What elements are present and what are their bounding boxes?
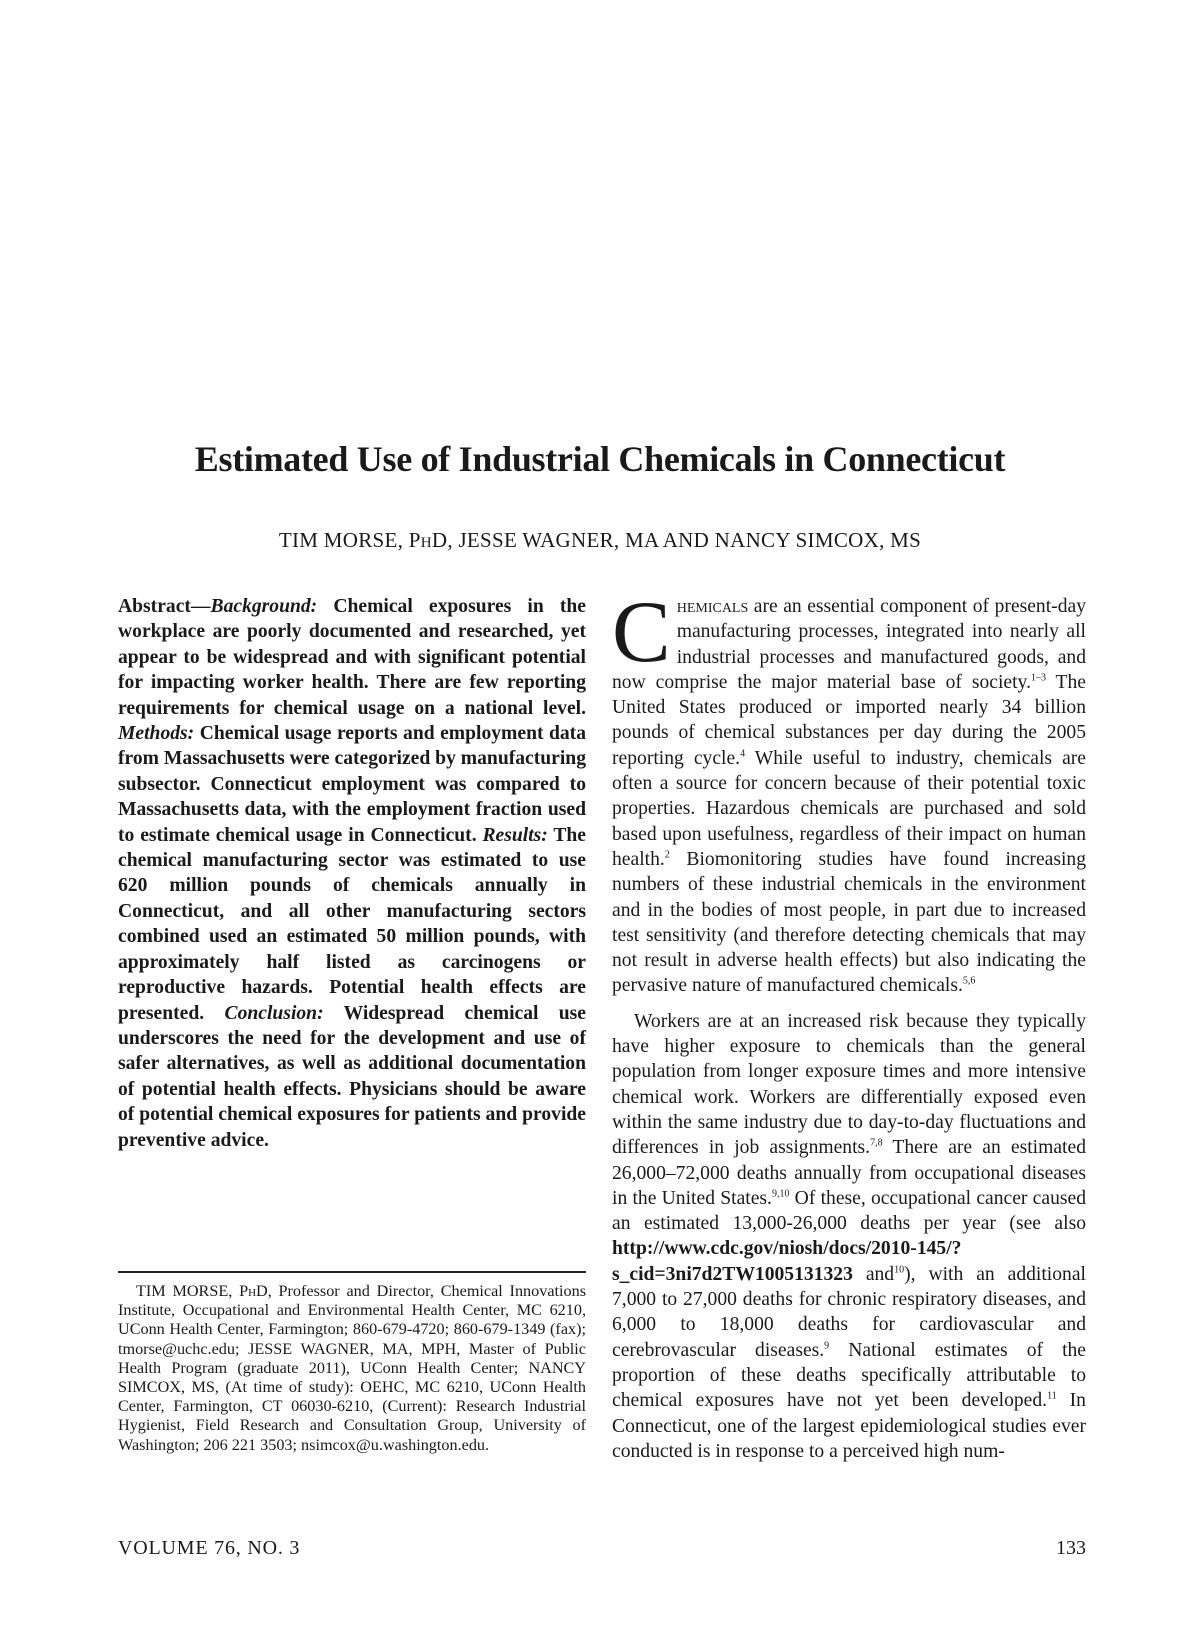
body-text: The United States produced or imported nearly 34 billion pounds of chemical substances per day during the 2005 reporting cycle. bbox=[612, 671, 1086, 769]
conclusion-label: Conclusion: bbox=[224, 1002, 324, 1024]
body-text: Of these, occupational cancer caused an estimated 13,000-26,000 deaths per year (see also bbox=[612, 1187, 1086, 1235]
citation-ref: 4 bbox=[740, 748, 746, 760]
body-text: and bbox=[852, 1263, 895, 1285]
abstract bbox=[118, 594, 586, 1153]
citation-ref: 1–3 bbox=[1030, 672, 1046, 684]
author-names-part2: , JESSE WAGNER, MA AND NANCY SIMCOX, MS bbox=[447, 528, 922, 552]
background-text: Chemical exposures in the workplace are poorly documented and researched, yet appear to be widespread and with significant potential for impacting worker health. There are few reporting requirements for chemical usage on a national level. bbox=[118, 596, 586, 719]
body-paragraph-1 bbox=[612, 584, 1086, 999]
background-label: Background: bbox=[210, 596, 318, 617]
journal-volume: VOLUME 76, NO. 3 bbox=[118, 1537, 301, 1559]
footnote-name: TIM MORSE, bbox=[136, 1282, 240, 1300]
citation-ref: 2 bbox=[664, 849, 670, 861]
methods-text: Chemical usage reports and employment data from Massachusetts were categorized by manufacturing subsector. Connecticut employment was compared to Massachusetts data, with the employment fraction used to estimate chemical usage in Connecticut. bbox=[118, 723, 586, 846]
results-text: The chemical manufacturing sector was estimated to use 620 million pounds of chemicals annually in Connecticut, and all other manufacturing sectors combined used an estimated 50 million pounds, with approximately half listed as carcinogens or reproductive hazards. Potential health effects are presented. bbox=[118, 824, 586, 1024]
conclusion-text: Widespread chemical use underscores the need for the development and use of safer alternatives, as well as additional documentation of potential health effects. Physicians should be aware of potential chemical exposures for patients and provide preventive advice. bbox=[118, 1002, 586, 1151]
author-line bbox=[120, 528, 1080, 553]
right-column bbox=[612, 584, 1087, 1474]
body-text: There are an estimated 26,000–72,000 deaths annually from occupational diseases in the United States. bbox=[612, 1137, 1086, 1209]
drop-cap: C bbox=[612, 584, 671, 681]
body-text: While useful to industry, chemicals are often a source for concern because of their potential toxic properties. Hazardous chemicals are purchased and sold based upon usefulness, regardless of their impact on human health. bbox=[612, 747, 1086, 870]
lead-word: hemicals bbox=[676, 596, 749, 617]
body-text: Workers are at an increased risk because they typically have higher exposure to chemicals than the general population from longer exposure times and more intensive chemical work. Workers are differentially exposed even within the same industry due to day-to-day fluctuations and differences in job assignments. bbox=[612, 1010, 1086, 1159]
footnote-degree: PhD bbox=[239, 1282, 268, 1300]
article-title: Estimated Use of Industrial Chemicals in Connecticut bbox=[194, 439, 1006, 479]
left-column bbox=[118, 594, 586, 1153]
citation-ref: 10 bbox=[894, 1264, 905, 1276]
body-text: ), with an additional 7,000 to 27,000 deaths for chronic respiratory diseases, and 6,000 to 18,000 deaths for cardiovascular and cerebrovascular diseases. bbox=[612, 1263, 1086, 1361]
body-text: are an essential component of present-day manufacturing processes, integrated into nearly all industrial processes and manufactured goods, and now comprise the major material base of society. bbox=[612, 596, 1086, 693]
abstract-label: Abstract— bbox=[118, 596, 211, 617]
author-names-part1: TIM MORSE, bbox=[278, 528, 409, 552]
body-paragraph-2 bbox=[612, 1009, 1086, 1464]
page-number: 133 bbox=[1056, 1537, 1086, 1559]
author-affiliations-footnote bbox=[118, 1282, 586, 1455]
body-text: In Connecticut, one of the largest epidemiological studies ever conducted is in response to a perceived high num- bbox=[612, 1390, 1086, 1462]
methods-label: Methods: bbox=[118, 723, 195, 745]
body-text: National estimates of the proportion of these deaths specifically attributable to chemical exposures have not yet been developed. bbox=[612, 1339, 1087, 1412]
citation-ref: 5,6 bbox=[962, 975, 976, 987]
citation-ref: 9,10 bbox=[771, 1188, 790, 1200]
footnote-text: , Professor and Director, Chemical Innovations Institute, Occupational and Environmental Health Center, MC 6210, UConn Health Center, Farmington; 860-679-4720; 860-679-1349 (fax); tmorse@uchc.edu; JESSE WAGNER, MA, MPH, Master of Public Health Program (graduate 2011), UConn Health Center; NANCY SIMCOX, MS, (At time of study): OEHC, MC 6210, UConn Health Center, Farmington, CT 06030-6210, (Current): Research Industrial Hygienist, Field Research and Consultation Group, University of Washington; 206 221 3503; nsimcox@u.washington.edu. bbox=[118, 1282, 586, 1454]
citation-ref: 11 bbox=[1047, 1390, 1057, 1402]
footnote-divider bbox=[118, 1271, 586, 1273]
body-text: Biomonitoring studies have found increasing numbers of these industrial chemicals in the environment and in the bodies of most people, in part due to increased test sensitivity (and therefore detecting chemicals that may not result in adverse health effects) but also indicating the pervasive nature of manufactured chemicals. bbox=[612, 848, 1086, 997]
citation-ref: 7,8 bbox=[870, 1137, 883, 1149]
author-degree: PhD bbox=[408, 528, 448, 552]
results-label: Results: bbox=[482, 824, 548, 846]
citation-ref: 9 bbox=[824, 1340, 830, 1352]
cdc-url-link[interactable]: http://www.cdc.gov/niosh/docs/2010-145/?s_cid=3ni7d2TW1005131323 bbox=[612, 1238, 962, 1285]
